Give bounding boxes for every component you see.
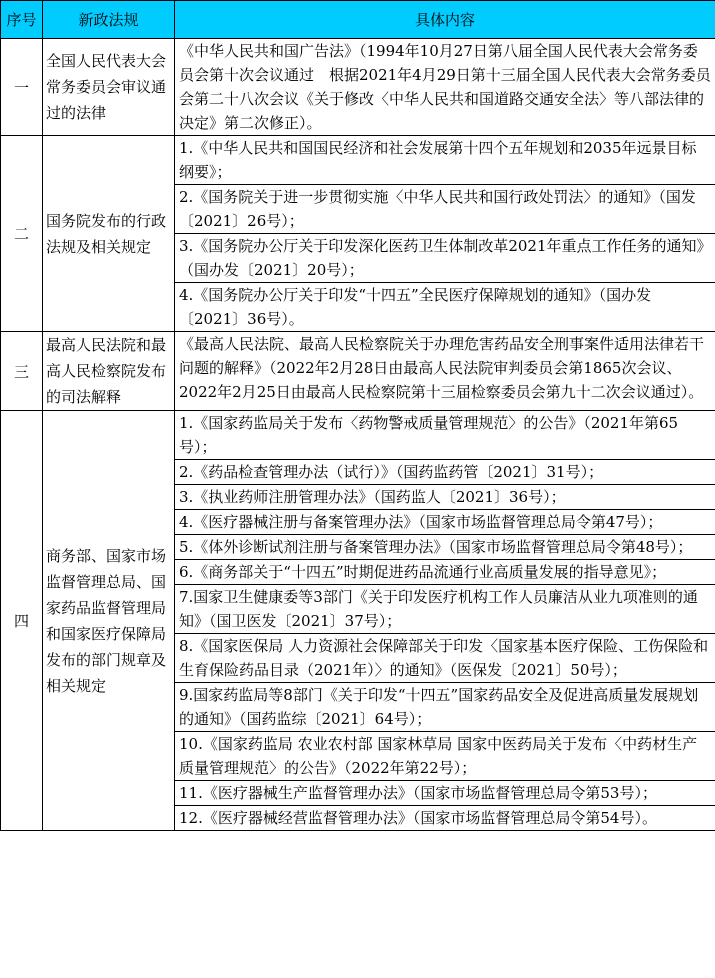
row-seq: 四 [1, 411, 43, 831]
content-item: 《最高人民法院、最高人民检察院关于办理危害药品安全刑事案件适用法律若干问题的解释》（2022年2月28日由最高人民法院审判委员会第1865次会议、2022年2月25日由最高人民检察院第十三届检察委员会第九十二次会议通过）。 [179, 335, 705, 401]
row-content [175, 136, 715, 332]
content-item: 3.《执业药师注册管理办法》（国药监人〔2021〕36号）； [175, 484, 715, 509]
row-seq: 三 [1, 332, 43, 411]
content-item: 5.《体外诊断试剂注册与备案管理办法》（国家市场监督管理总局令第48号）； [175, 534, 715, 559]
content-item: 1.《国家药监局关于发布〈药物警戒质量管理规范〉的公告》（2021年第65号）； [179, 414, 679, 456]
content-item: 10.《国家药监局 农业农村部 国家林草局 国家中医药局关于发布〈中药材生产质量管理规范〉的公告》（2022年第22号）； [175, 731, 715, 780]
content-item: 《中华人民共和国广告法》（1994年10月27日第八届全国人民代表大会常务委员会第十次会议通过 根据2021年4月29日第十三届全国人民代表大会常务委员会第二十八次会议《关于修改〈中华人民共和国道路交通安全法〉等八部法律的决定》第二次修正）。 [179, 42, 711, 132]
table-row [1, 332, 715, 411]
row-content [175, 411, 715, 831]
header-category: 新政法规 [43, 1, 175, 39]
row-category: 国务院发布的行政法规及相关规定 [43, 136, 175, 332]
row-category: 最高人民法院和最高人民检察院发布的司法解释 [43, 332, 175, 411]
content-item: 2.《药品检查管理办法（试行）》（国药监药管〔2021〕31号）； [175, 459, 715, 484]
content-item: 3.《国务院办公厅关于印发深化医药卫生体制改革2021年重点工作任务的通知》（国办发〔2021〕20号）； [175, 233, 715, 282]
table-row [1, 411, 715, 831]
row-content [175, 39, 715, 136]
row-category: 全国人民代表大会常务委员会审议通过的法律 [43, 39, 175, 136]
header-row [1, 1, 715, 39]
content-item: 2.《国务院关于进一步贯彻实施〈中华人民共和国行政处罚法〉的通知》（国发〔2021〕26号）； [175, 184, 715, 233]
table-row [1, 39, 715, 136]
content-item: 6.《商务部关于“十四五”时期促进药品流通行业高质量发展的指导意见》； [175, 559, 715, 584]
content-item: 7.国家卫生健康委等3部门《关于印发医疗机构工作人员廉洁从业九项准则的通知》（国卫医发〔2021〕37号）； [175, 584, 715, 633]
table-row [1, 136, 715, 332]
row-category: 商务部、国家市场监督管理总局、国家药品监督管理局和国家医疗保障局发布的部门规章及相关规定 [43, 411, 175, 831]
content-item: 4.《国务院办公厅关于印发“十四五”全民医疗保障规划的通知》（国办发〔2021〕36号）。 [175, 282, 715, 331]
row-seq: 一 [1, 39, 43, 136]
content-item: 11.《医疗器械生产监督管理办法》（国家市场监督管理总局令第53号）； [175, 780, 715, 805]
row-seq: 二 [1, 136, 43, 332]
header-content: 具体内容 [175, 1, 715, 39]
content-item: 1.《中华人民共和国国民经济和社会发展第十四个五年规划和2035年远景目标纲要》； [179, 139, 697, 181]
header-seq: 序号 [1, 1, 43, 39]
content-item: 9.国家药监局等8部门《关于印发“十四五”国家药品安全及促进高质量发展规划的通知》（国药监综〔2021〕64号）； [175, 682, 715, 731]
content-item: 12.《医疗器械经营监督管理办法》（国家市场监督管理总局令第54号）。 [175, 805, 715, 830]
row-content [175, 332, 715, 411]
content-item: 8.《国家医保局 人力资源社会保障部关于印发〈国家基本医疗保险、工伤保险和生育保险药品目录（2021年）〉的通知》（医保发〔2021〕50号）； [175, 633, 715, 682]
content-item: 4.《医疗器械注册与备案管理办法》（国家市场监督管理总局令第47号）； [175, 509, 715, 534]
